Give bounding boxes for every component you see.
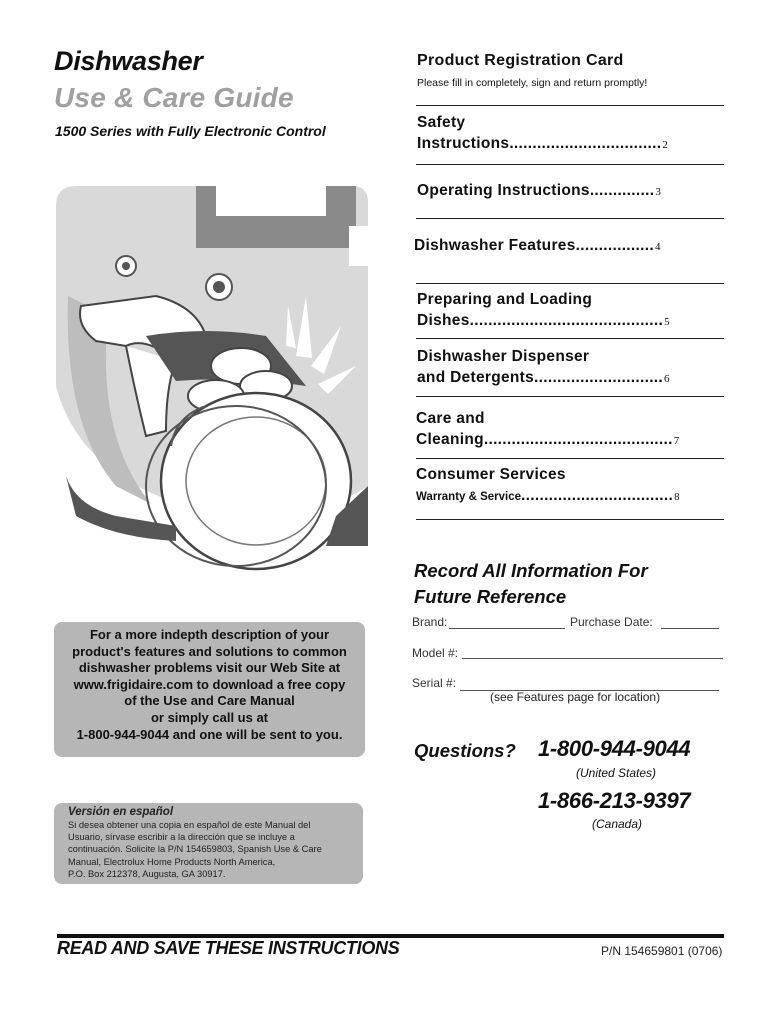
toc-label: Dishwasher Features [414, 237, 576, 254]
footer-instructions: READ AND SAVE THESE INSTRUCTIONS [57, 938, 400, 958]
spanish-line: continuación. Solicite la P/N 154659803, Spanish Use & Care [68, 844, 322, 855]
toc-label: Safety [417, 114, 466, 131]
toc-leader: ................................. [509, 135, 662, 152]
toc-label: Preparing and Loading [417, 291, 593, 308]
spanish-line: P.O. Box 212378, Augusta, GA 30917. [68, 868, 226, 879]
toc-label: Dishwasher Dispenser [417, 348, 590, 365]
toc-page-number: 7 [673, 435, 680, 447]
model-label: Model #: [412, 646, 459, 660]
divider [416, 164, 724, 165]
registration-card-title: Product Registration Card [417, 52, 624, 69]
dishwasher-illustration [56, 186, 368, 576]
info-line: www.frigidaire.com to download a free copy [73, 676, 346, 692]
us-phone-note: (United States) [576, 766, 657, 780]
toc-leader: .............. [589, 182, 655, 199]
model-field[interactable] [462, 658, 723, 659]
divider [416, 458, 724, 459]
info-line: For a more indepth description of your [89, 627, 330, 642]
divider [416, 283, 724, 284]
info-line: 1-800-944-9044 and one will be sent to you. [76, 726, 343, 742]
toc-page-number: 8 [674, 491, 680, 503]
toc-label: and Detergents [417, 369, 535, 386]
divider [416, 105, 724, 106]
canada-phone-note: (Canada) [592, 817, 643, 831]
brand-label: Brand: [412, 615, 448, 629]
toc-leader: ............................ [534, 369, 664, 386]
toc-leader: ................. [575, 237, 654, 254]
spanish-line: Si desea obtener una copia en español de este Manual del [68, 820, 311, 830]
toc-page-number: 6 [664, 373, 670, 385]
toc-label: Instructions [417, 135, 510, 152]
toc-label: Cleaning [416, 431, 484, 448]
toc-leader: .......................................... [469, 312, 664, 329]
spanish-box-title: Versión en español [68, 806, 174, 818]
toc-page-number: 4 [654, 241, 661, 253]
record-info-heading [414, 558, 648, 609]
toc-item-loading [417, 289, 670, 333]
toc-item-dispenser [417, 346, 670, 390]
toc-item-consumer-services [416, 464, 680, 508]
info-line: product's features and solutions to common [72, 643, 347, 659]
toc-page-number: 5 [664, 316, 670, 328]
toc-item-features [414, 235, 661, 258]
us-phone-number: 1-800-944-9044 [538, 736, 691, 761]
divider [416, 519, 724, 520]
record-heading-line: Record All Information For [414, 560, 648, 581]
part-number: P/N 154659801 (0706) [601, 944, 723, 958]
series-description: 1500 Series with Fully Electronic Control [55, 123, 326, 139]
toc-item-operating [417, 180, 661, 203]
toc-label: Warranty & Service [416, 491, 522, 503]
document-subtitle: Use & Care Guide [54, 82, 294, 113]
toc-leader: ......................................... [483, 431, 673, 448]
info-line: of the Use and Care Manual [124, 693, 295, 709]
toc-page-number: 3 [655, 186, 662, 198]
toc-label: Consumer Services [416, 466, 566, 483]
toc-label: Dishes [417, 312, 470, 329]
toc-page-number: 2 [662, 139, 669, 151]
toc-label: Care and [416, 410, 485, 427]
divider [416, 396, 724, 397]
website-info-box [54, 622, 365, 757]
info-line: or simply call us at [150, 709, 269, 725]
registration-card-instructions: Please fill in completely, sign and return promptly! [417, 77, 648, 89]
divider [416, 218, 724, 219]
toc-item-care [416, 408, 680, 452]
spanish-line: Usuario, sírvase escribir a la dirección que se incluye a [68, 832, 295, 843]
toc-label: Operating Instructions [417, 182, 590, 199]
spanish-version-box [54, 803, 363, 884]
purchase-date-label: Purchase Date: [570, 615, 653, 629]
serial-location-note: (see Features page for location) [490, 690, 661, 704]
toc-leader: ................................. [521, 487, 674, 504]
toc-item-safety [417, 112, 668, 156]
canada-phone-number: 1-866-213-9397 [538, 788, 691, 813]
purchase-date-field[interactable] [661, 628, 719, 629]
record-heading-line: Future Reference [414, 585, 567, 607]
serial-label: Serial #: [412, 676, 457, 690]
divider [416, 338, 724, 339]
info-line: dishwasher problems visit our Web Site at [78, 660, 341, 676]
brand-field[interactable] [449, 628, 565, 629]
questions-label: Questions? [414, 740, 516, 761]
document-title: Dishwasher [54, 46, 203, 76]
spanish-line: Manual, Electrolux Home Products North America, [68, 856, 276, 867]
